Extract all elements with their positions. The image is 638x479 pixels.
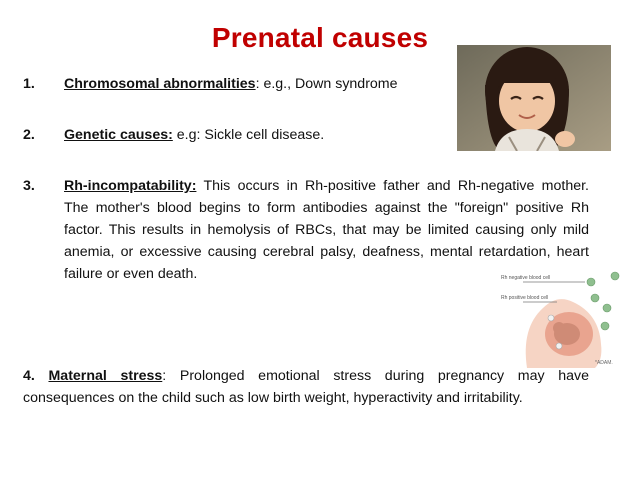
label-rh-negative: Rh negative blood cell [501, 275, 551, 281]
item-term: Chromosomal abnormalities [64, 76, 256, 92]
item-text: This occurs in Rh-positive father and Rh-negative mother. The mother's blood begins to form antibodies against the "foreign" positive Rh factor. This results in hemolysis of RBCs, that may be limited causing only mild anemia, or excessive causing cerebral palsy, deafness, mental retardation, heart failure or even death. [64, 178, 589, 282]
slide-title: Prenatal causes [211, 22, 429, 53]
item-text: : Prolonged emotional stress during pregnancy may have consequences on the child such as low birth weight, hyperactivity and irritability. [23, 368, 589, 406]
rh-diagram [487, 268, 627, 368]
child-photo [457, 45, 611, 151]
item-text: e.g: Sickle cell disease. [172, 127, 325, 143]
svg-text:Rh negative blood cell [501, 275, 550, 281]
rh-diagram-illustration [487, 268, 627, 368]
item-number: 3. [23, 178, 35, 194]
item-text: : e.g., Down syndrome [255, 76, 398, 92]
child-photo-illustration [457, 45, 611, 151]
list-item-maternal-stress [23, 365, 589, 409]
svg-text:Rh positive blood cell [501, 295, 548, 301]
item-term: Genetic causes: [64, 127, 173, 143]
item-number: 4. [23, 368, 35, 384]
diagram-credit: *ADAM. [595, 360, 613, 366]
item-number: 1. [23, 76, 35, 92]
item-term: Maternal stress [48, 368, 163, 384]
label-rh-positive: Rh positive blood cell [501, 295, 549, 301]
item-number: 2. [23, 127, 35, 143]
item-term: Rh-incompatability: [64, 178, 197, 194]
